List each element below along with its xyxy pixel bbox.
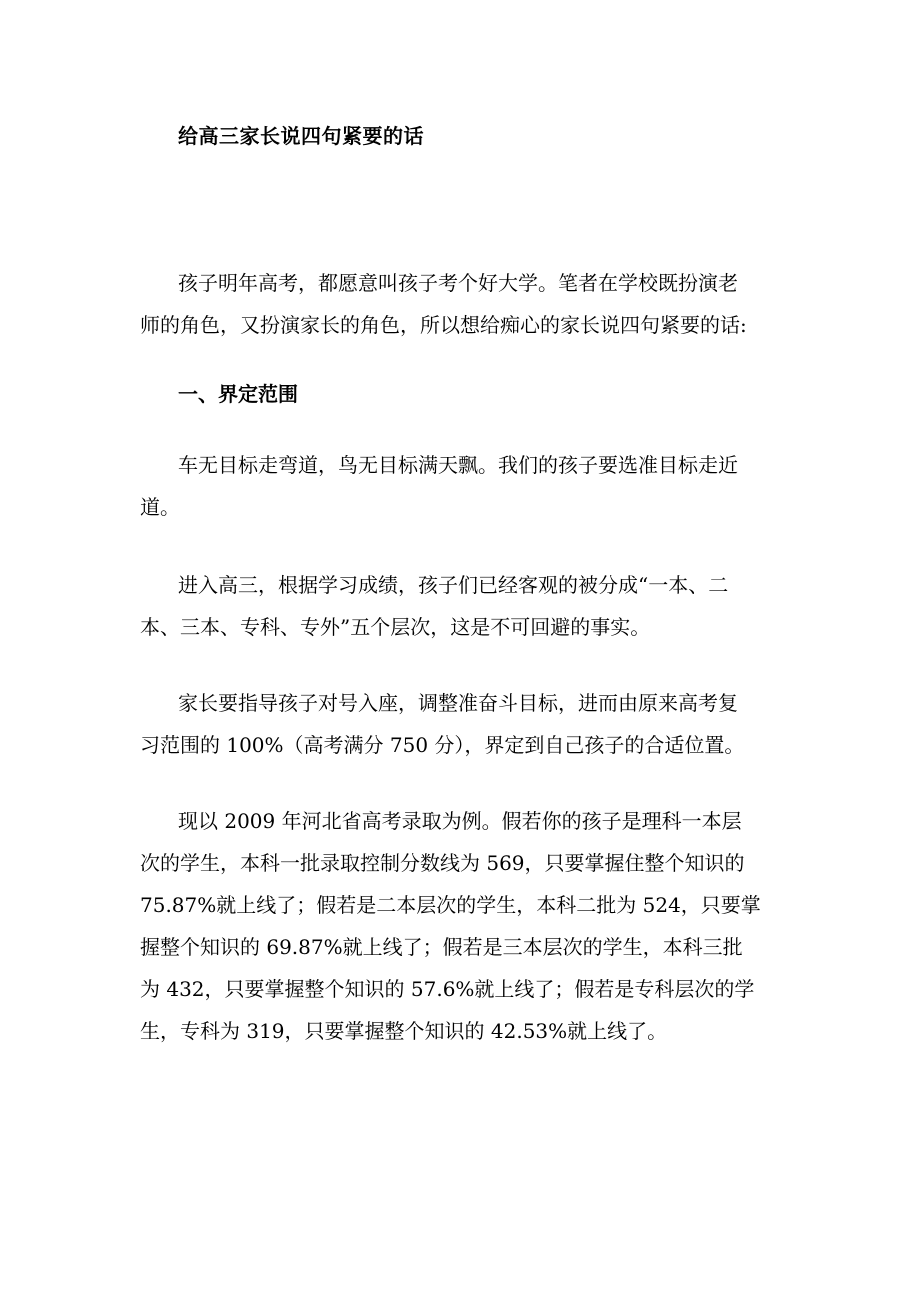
paragraph-line: 车无目标走弯道，鸟无目标满天飘。我们的孩子要选准目标走近 — [178, 453, 738, 477]
paragraph-example — [140, 800, 790, 1052]
section-heading: 一、界定范围 — [178, 382, 298, 406]
paragraph-line: 握整个知识的 69.87%就上线了；假若是三本层次的学生，本科三批 — [140, 935, 743, 959]
paragraph-line: 次的学生，本科一批录取控制分数线为 569，只要掌握住整个知识的 — [140, 851, 745, 875]
intro-paragraph — [140, 262, 790, 346]
paragraph-line: 家长要指导孩子对号入座，调整准奋斗目标，进而由原来高考复 — [178, 691, 738, 715]
paragraph-line: 师的角色，又扮演家长的角色，所以想给痴心的家长说四句紧要的话: — [140, 313, 747, 337]
paragraph-line: 习范围的 100%（高考满分 750 分），界定到自己孩子的合适位置。 — [140, 733, 745, 757]
paragraph-line: 本、三本、专科、专外”五个层次，这是不可回避的事实。 — [140, 615, 651, 639]
paragraph-levels — [140, 564, 790, 648]
paragraph-line: 75.87%就上线了；假若是二本层次的学生，本科二批为 524，只要掌 — [140, 893, 761, 917]
paragraph-line: 为 432，只要掌握整个知识的 57.6%就上线了；假若是专科层次的学 — [140, 977, 755, 1001]
paragraph-line: 现以 2009 年河北省高考录取为例。假若你的孩子是理科一本层 — [178, 809, 742, 833]
paragraph-line: 生，专科为 319，只要掌握整个知识的 42.53%就上线了。 — [140, 1019, 668, 1043]
paragraph-line: 进入高三，根据学习成绩，孩子们已经客观的被分成“一本、二 — [178, 573, 729, 597]
paragraph-target — [140, 444, 790, 528]
paragraph-guidance — [140, 682, 790, 766]
document-title: 给高三家长说四句紧要的话 — [178, 124, 424, 148]
paragraph-line: 道。 — [140, 495, 180, 519]
paragraph-line: 孩子明年高考，都愿意叫孩子考个好大学。笔者在学校既扮演老 — [178, 271, 738, 295]
